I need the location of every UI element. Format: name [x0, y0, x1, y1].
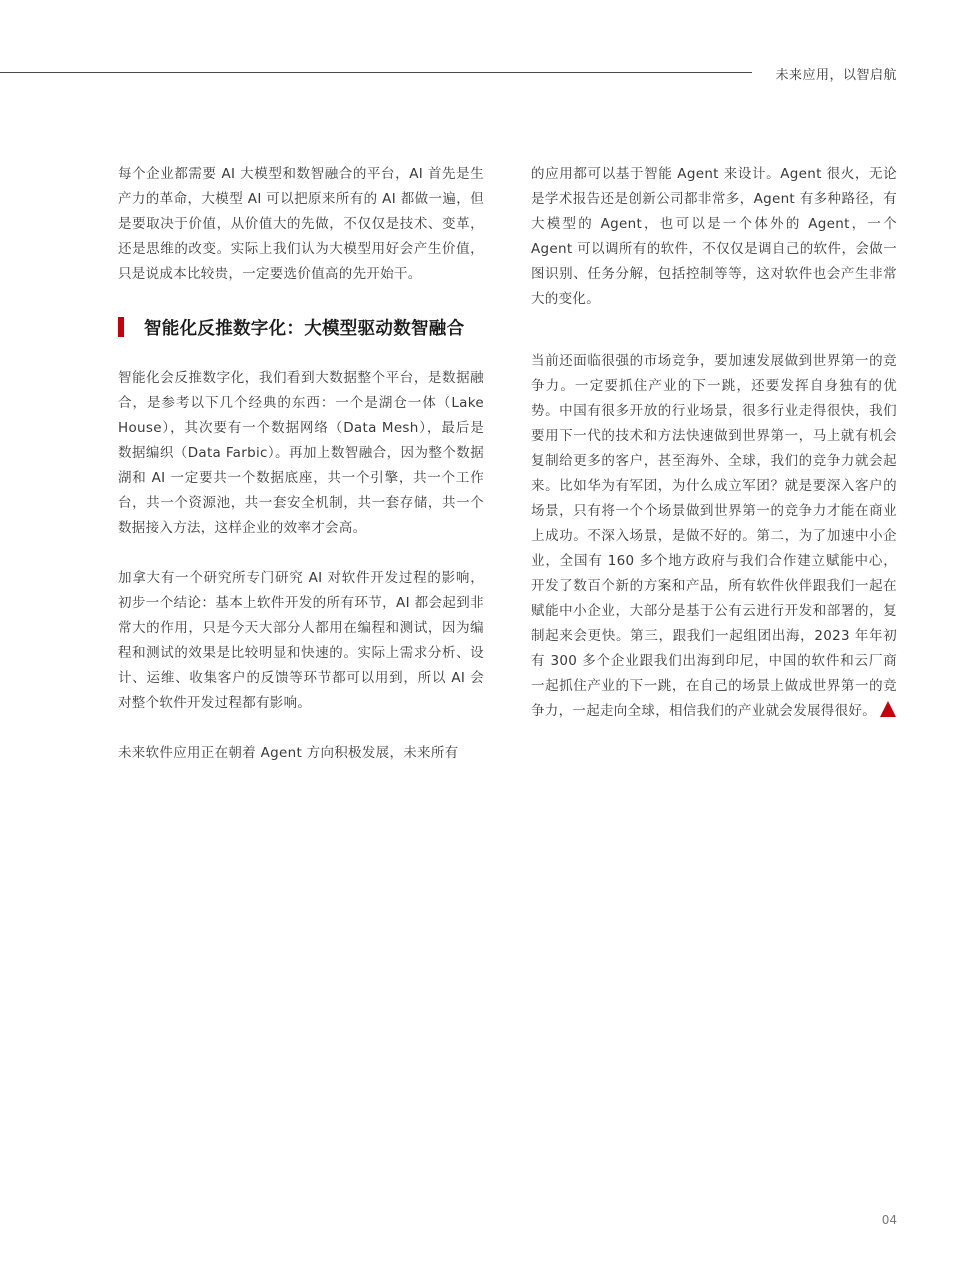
header-divider: [0, 72, 752, 73]
left-column: [118, 162, 484, 766]
paragraph: 智能化会反推数字化，我们看到大数据整个平台，是数据融合，是参考以下几个经典的东西：一个是湖仓一体（Lake House），其次要有一个数据网络（Data Mesh），最后是数据编织（Data Farbic）。再加上数智融合，因为整个数据湖和 AI 一定要共一个数据底座，共一个引擎，共一个工作台，共一个资源池，共一套安全机制，共一套存储，共一个数据接入方法，这样企业的效率才会高。: [118, 370, 484, 536]
right-column: [531, 162, 897, 724]
paragraph: 未来软件应用正在朝着 Agent 方向积极发展，未来所有: [118, 745, 459, 761]
page-number: 04: [881, 1213, 897, 1227]
paragraph-with-end-mark: [531, 349, 897, 724]
heading-accent-bar: [118, 317, 124, 337]
paragraph: 每个企业都需要 AI 大模型和数智融合的平台，AI 首先是生产力的革命，大模型 AI 可以把原来所有的 AI 都做一遍，但是要取决于价值，从价值大的先做，不仅仅是技术、变革，还是思维的改变。实际上我们认为大模型用好会产生价值，只是说成本比较贵，一定要选价值高的先开始干。: [118, 166, 484, 282]
section-heading-text: 智能化反推数字化：大模型驱动数智融合: [144, 318, 465, 339]
header-slogan: 未来应用，以智启航: [775, 68, 897, 83]
article-end-mark-icon: [880, 701, 896, 717]
section-heading: [118, 312, 484, 342]
paragraph: 加拿大有一个研究所专门研究 AI 对软件开发过程的影响，初步一个结论：基本上软件开发的所有环节，AI 都会起到非常大的作用，只是今天大部分人都用在编程和测试，因为编程和测试的效果是比较明显和快速的。实际上需求分析、设计、运维、收集客户的反馈等环节都可以用到，所以 AI 会对整个软件开发过程都有影响。: [118, 570, 484, 711]
paragraph: 的应用都可以基于智能 Agent 来设计。Agent 很火，无论是学术报告还是创新公司都非常多，Agent 有多种路径，有大模型的 Agent，也可以是一个体外的 Agent，一个 Agent 可以调所有的软件，不仅仅是调自己的软件，会做一图识别、任务分解，包括控制等等，这对软件也会产生非常大的变化。: [531, 166, 897, 307]
paragraph-text: 当前还面临很强的市场竞争，要加速发展做到世界第一的竞争力。一定要抓住产业的下一跳，还要发挥自身独有的优势。中国有很多开放的行业场景，很多行业走得很快，我们要用下一代的技术和方法快速做到世界第一，马上就有机会复制给更多的客户，甚至海外、全球，我们的竞争力就会起来。比如华为有军团，为什么成立军团？就是要深入客户的场景，只有将一个个场景做到世界第一的竞争力才能在商业上成功。不深入场景，是做不好的。第二，为了加速中小企业，全国有 160 多个地方政府与我们合作建立赋能中心，开发了数百个新的方案和产品，所有软件伙伴跟我们一起在赋能中小企业，大部分是基于公有云进行开发和部署的，复制起来会更快。第三，跟我们一起组团出海，2023 年年初有 300 多个企业跟我们出海到印尼，中国的软件和云厂商一起抓住产业的下一跳，在自己的场景上做成世界第一的竞争力，一起走向全球，相信我们的产业就会发展得很好。: [531, 353, 897, 719]
